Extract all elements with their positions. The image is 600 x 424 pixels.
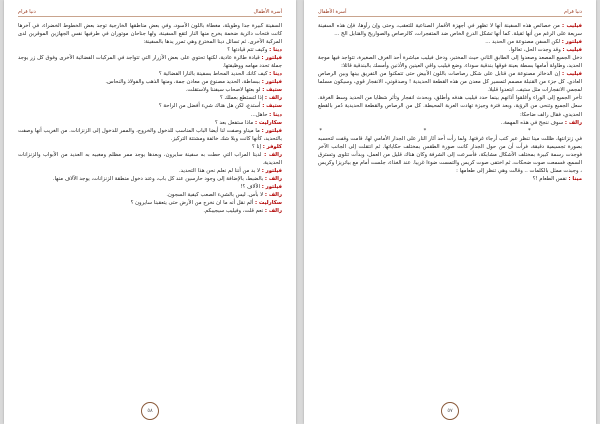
paragraph-text: وكيف تتم قيادتها ؟: [227, 47, 268, 54]
paragraph-text: بالضبط، بالإضافة إلى وجود حارسين عند كل باب، وعند دخول منطقة الزنزانات، يوجد الآلاف منها.: [52, 175, 264, 182]
speaker-name: فيلتور :: [261, 183, 282, 190]
header-left-text: أسرة الأطفال: [318, 9, 347, 15]
speaker-name: رالف :: [264, 175, 282, 182]
paragraph: [18, 102, 282, 110]
speaker-name: رالف :: [264, 95, 282, 102]
paragraph: [318, 175, 582, 183]
paragraph: [18, 46, 282, 54]
paragraph: [318, 135, 582, 175]
paragraph: [318, 38, 582, 46]
paragraph-text: إذا لتستطع بعملك ؟: [220, 95, 264, 102]
paragraph-text: لو بعتها لاصحاب سيفننا ولاستقلت.: [185, 87, 261, 94]
paragraph-text: تأخر الجميع إلى الوراء وأغلقوا آذانهم بينما حدد فيليب هدفه وأطلق، وبحدث انفجار وتأثر شظايا من الحديد وسط الغرفة. سعل الجميع وتنحى من الرؤية، وبعد فترة وجيزة تهادت العربة المحيطة. كل من الرصاص والقطعة الحديدية دُمر بالقطع الحديدي، فقال رالف ضاحكا:: [318, 95, 582, 118]
paragraph: [318, 54, 582, 70]
paragraph: [18, 199, 282, 207]
speaker-name: فيلتور :: [561, 39, 582, 46]
speaker-name: فيلتور :: [261, 167, 282, 174]
paragraph: [18, 70, 282, 78]
header-right-text: دنيا قرام: [564, 9, 582, 15]
paragraph-text: ببساطة، الحديد مصنوع من معادن جمة، ومنها الذهب والفولاذ والنحاس.: [105, 79, 261, 86]
speaker-name: دينا :: [269, 111, 282, 118]
paragraph: [18, 22, 282, 46]
paragraph-text: لكن السفن مصنوعة من الحديد ...: [485, 39, 561, 46]
paragraph-text: دخل الجميع المصعد وصعدوا إلى الطابق الثاني حيث المختبر، ودخل فيليب مباشرة أحد الغرف الصغيرة، تتواجد فيها موجة الحديد، وطاولة أمامها بسطة بعينة فوقها بندقية سوداء. وضع فيليب واقي العينين والأذنين وأمسك بالبندقية قائلا:: [318, 55, 582, 70]
speaker-name: كلوفر :: [262, 143, 282, 150]
speaker-name: فيلتور :: [261, 79, 282, 86]
paragraph-text: سوف ننجح في هذه المهمة..: [500, 119, 564, 126]
right-page: [304, 0, 596, 424]
paragraph: [18, 119, 282, 127]
paragraph: [18, 167, 282, 175]
paragraph-text: من خصائص هذه السفينة أنها لا تظهر في أجهزة الأقمار الصناعية للتعقب، وحتى وإن رأوها، فإن هذه السفينة سريعة على الرغم من أنها ثقيلة. كما أنها تشكل الدرع الخاص ضد المتفجرات، كالرصاص والصواريخ والقنابل الخ ...: [318, 23, 582, 38]
paragraph: [18, 78, 282, 86]
speaker-name: فيلتور :: [261, 55, 282, 62]
page-body-text: [18, 22, 282, 400]
speaker-name: رالف :: [264, 208, 282, 215]
speaker-name: ستيف :: [262, 87, 282, 94]
paragraph: [18, 175, 282, 183]
paragraph: [18, 191, 282, 199]
paragraph: [18, 127, 282, 143]
paragraph-text: إن الدخائر مصنوعة من قنابل على شكل رصاصات باللون الأبيض حتى تتمكنوا من التفريق بينها وبين الرصاص العادي. كل جزء من القنبلة مصمم لتمسير كل معدن من هذه القطعة الحديدية ! وصدقوني، الانفجار قوي، وسيكون مسلما لمجمي الانفجارات مثل ستيف. ابتعدوا قليلا.: [318, 71, 582, 94]
speaker-name: فيليب :: [562, 47, 582, 54]
speaker-name: مينا :: [568, 175, 582, 182]
paragraph: [18, 207, 282, 215]
paragraph: [18, 183, 282, 191]
header-left-text: دنيا قرام: [18, 9, 36, 15]
paragraph-text: لا بأس. ليس بالشيء الصعب كيفية السجون.: [166, 191, 264, 198]
paragraph-text: نفس الطعام !؟: [532, 175, 567, 182]
paragraph-text: لدينا المراب التي حطت به سفينة سايرون، وبعدها يوجد ممر مظلم ومغبيه به العديد من الأبواب والزنزانات الحديدية.: [18, 151, 282, 166]
paragraph: [18, 54, 282, 70]
paragraph-text: ما ميناو وصفت لنا أيضا الباب المناسب للدخول والخروج، والممر للدخول إلى الزنزانات. من الغريب أنها وصفت بالتحديد، كأنها كانت وبلا شك خائفة ومشتتة التركيز.: [18, 127, 282, 142]
speaker-name: فيليب :: [562, 23, 582, 29]
speaker-name: ستيف :: [262, 103, 282, 110]
speaker-name: فيليب :: [562, 71, 582, 78]
speaker-name: رالف :: [264, 191, 282, 198]
paragraph: [318, 70, 582, 94]
page-header: [18, 8, 282, 17]
page-number: ٥٨: [141, 402, 159, 420]
paragraph: [318, 94, 582, 118]
page-header: [318, 8, 582, 17]
paragraph-text: الآلاف ؟!: [240, 183, 261, 190]
paragraph: [18, 143, 282, 151]
paragraph-text: إنا ؟: [251, 143, 262, 150]
paragraph-text: كيف كانك الحديد المحاط بسفينة بالنارا الفضائية ؟: [158, 71, 268, 78]
paragraph-text: ألم نقل أنه ما ان نخرج من الأرض حتى يتعقبنا سايرون ؟: [130, 200, 254, 207]
paragraph-text: حاهل...: [250, 111, 268, 118]
speaker-name: سكارليت :: [254, 119, 282, 126]
left-page: [4, 0, 296, 424]
speaker-name: دينا :: [269, 71, 282, 78]
speaker-name: فيلتور :: [261, 127, 282, 134]
speaker-name: سكارليت :: [254, 200, 282, 207]
paragraph: * * *: [319, 127, 581, 134]
paragraph-text: نعم قلت، وفيليب سيجيبكم.: [203, 208, 264, 215]
paragraph: [18, 111, 282, 119]
page-body-text: [318, 22, 582, 400]
paragraph-text: لا بد من أننا لم نعلم نحن هذا التحديد.: [179, 167, 261, 174]
paragraph: [318, 22, 582, 38]
speaker-name: رالف :: [564, 119, 582, 126]
paragraph-text: قيادة طائرة عادية، لكنها تحتوي على بعض الأزرار التي تتواجد في المركبات الفضائية الأخرى وفوق كل زر يوجد جملة تحدد مهامه ووظيفتها.: [18, 55, 282, 70]
paragraph: [18, 86, 282, 94]
speaker-name: رالف :: [264, 151, 282, 158]
speaker-name: دينا :: [269, 47, 282, 54]
paragraph: [18, 94, 282, 102]
paragraph: [318, 46, 582, 54]
paragraph-text: السفينة كبيرة جدا وطويلة، مغطاة باللون الأسود، وفي بعض مناطقها الخارجية توجد بعض الخطوط الخضراء، في آخرها كانت فتحات دائرية ضخمة يخرج منها النار لتقع السفينة، ولها جناحان موتوران في طرفيها نفس الجهازين الموقرين لدى المركبة الأخرى. ثم تسائل دينا المخترع وهي تمرر يدها بالسفينة:: [18, 23, 282, 46]
page-number: ٥٧: [441, 402, 459, 420]
paragraph-text: وقد وجدت الحل، تعالوا.: [508, 47, 561, 54]
paragraph: [18, 151, 282, 167]
paragraph-text: أستدع، لكن هل هناك شيء أفضل من الراحة ؟: [158, 103, 261, 110]
paragraph: [318, 119, 582, 127]
header-right-text: أسرة الأطفال: [253, 9, 282, 15]
paragraph-text: ماذا ستفعل بعد ؟: [215, 119, 254, 126]
paragraph-text: في زنزانتها، ظللت مينا تنظر عبر كتب أرجاء غرفتها. ولما رأت أحد آثار النار على الجدار الأمامي لها، قامت وقفت لتحسبه بصورة تجسيمية دقيقة، فرأت أن من حول الجدار كانت صورة الطقس بمختلف حكاياتها. ثم انتقلت إلى الجانب الآخر فوجدت رسمة كبيرة بمختلف الأشكال مشابكة، فأسرعت إلى الشرفة وكان هناك قليل من العمل، وبدأت تتلوى وتسترق السمع، فسمعت صوت ضحكات، ثم اختفى صوت كريس والتمست ضوءا غريبا. عند الغذاء، جلست أمام مع بياتريزا وكريس ، وجبدت ممثل بالكلمات .. وقالت وهي تنظر إلى طعامها :: [318, 135, 582, 174]
